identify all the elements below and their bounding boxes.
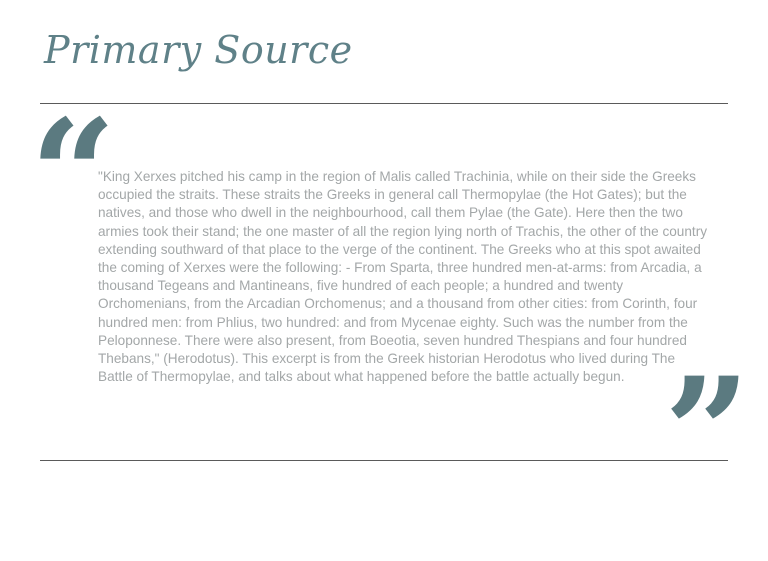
slide-title: Primary Source	[44, 28, 353, 72]
quote-body: "King Xerxes pitched his camp in the region of Malis called Trachinia, while on their side the Greeks occupied the straits. These straits the Greeks in general call Thermopylae (the Hot Gates); but the natives, and those who dwell in the neighbourhood, call them Pylae (the Gate). Here then the two armies took their stand; the one master of all the region lying north of Trachis, the other of the country extending southward of that place to the verge of the continent. The Greeks who at this spot awaited the coming of Xerxes were the following: - From Sparta, three hundred men-at-arms: from Arcadia, a thousand Tegeans and Mantineans, five hundred of each people; a hundred and twenty Orchomenians, from the Arcadian Orchomenus; and a thousand from other cities: from Corinth, four hundred men: from Phlius, two hundred: and from Mycenae eighty. Such was the number from the Peloponnese. There were also present, from Boeotia, seven hundred Thespians and four hundred Thebans," (Herodotus). This excerpt is from the Greek historian Herodotus who lived during The Battle of Thermopylae, and talks about what happened before the battle actually begun.	[98, 169, 708, 385]
open-quote-icon: “	[30, 87, 117, 263]
top-divider	[40, 103, 728, 104]
bottom-divider	[40, 460, 728, 461]
close-quote-icon: ”	[664, 345, 751, 521]
